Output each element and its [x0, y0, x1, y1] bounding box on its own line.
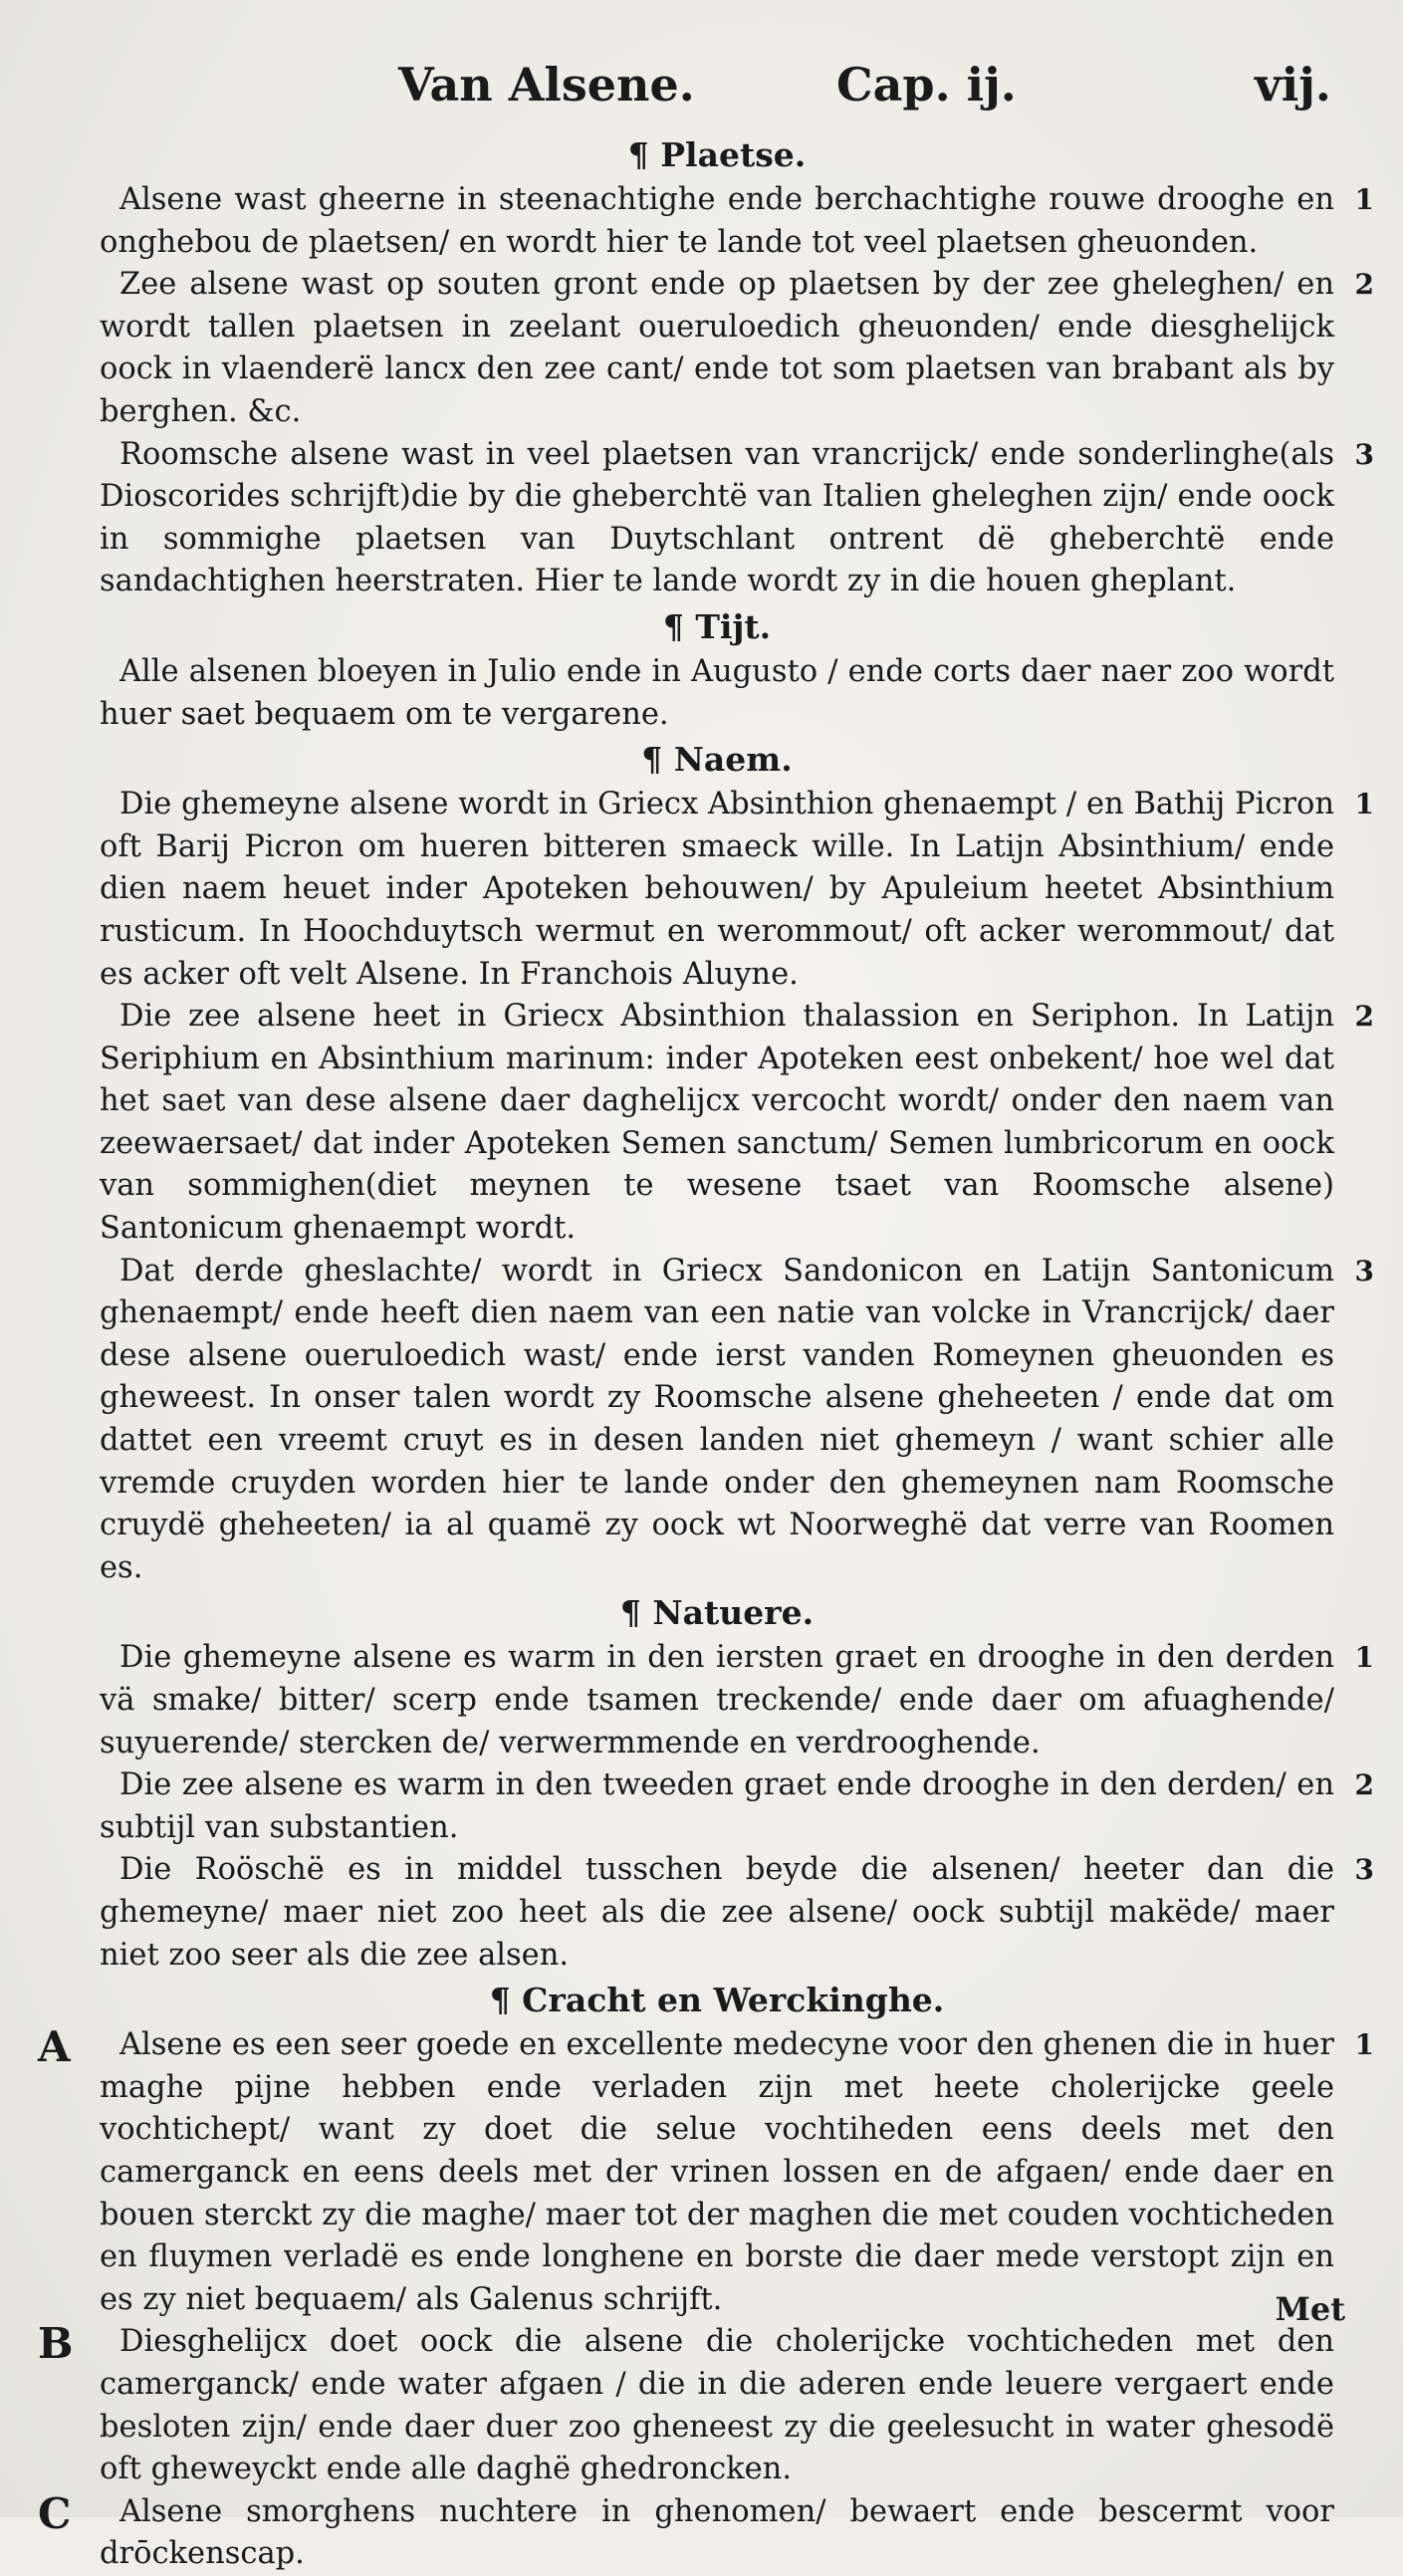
paragraph-number: 3 [1354, 437, 1374, 471]
paragraph-number: 1 [1354, 788, 1374, 821]
paragraph-text: Roomsche alsene wast in veel plaetsen van vrancrijck/ ende sonderlinghe(als Dioscorides schrijft)die by die gheberchtë van Italien gheleghen zijn/ ende oock in sommighe plaetsen van Duytschlant ontrent dë gheberchtë ende sandachtighen heerstraten. Hier te lande wordt zy in die houen gheplant. [100, 436, 1334, 599]
paragraph [38, 2022, 1374, 2321]
paragraph-number: 2 [1354, 1768, 1374, 1802]
paragraph [38, 2488, 1334, 2576]
main-text [38, 131, 1374, 2576]
catchword: Met [1275, 2290, 1345, 2328]
paragraph-number: 2 [1354, 1000, 1374, 1034]
margin-letter: A [38, 2022, 71, 2072]
heading-natuere: ¶ Natuere. [619, 1593, 815, 1633]
paragraph [100, 1849, 1374, 1977]
paragraph-number: 1 [1354, 183, 1374, 216]
paragraph [100, 264, 1374, 433]
paragraph-text: Alsene smorghens nuchtere in ghenomen/ bewaert ende bescermt voor drōckenscap. [100, 2493, 1334, 2572]
paragraph-text: Die ghemeyne alsene wordt in Griecx Absinthion ghenaempt / en Bathij Picron oft Barij Picron om hueren bitteren smaeck wille. In Latijn Absinthium/ ende dien naem heuet inder Apoteken behouwen/ by Apuleium heetet Absinthium rusticum. In Hoochduytsch wermut en werommout/ oft acker werommout/ dat es acker oft velt Alsene. In Franchois Aluyne. [100, 787, 1334, 992]
paragraph-text: Die Roöschë es in middel tusschen beyde die alsenen/ heeter dan die ghemeyne/ maer niet zoo heet als die zee alsene/ oock subtijl makëde/ maer niet zoo seer als die zee alsen. [100, 1852, 1334, 1973]
paragraph-number: 1 [1354, 2028, 1374, 2062]
heading-cracht: ¶ Cracht en Werckinghe. [489, 1981, 945, 2020]
paragraph-text: Alsene wast gheerne in steenachtighe ende berchachtighe rouwe drooghe en onghebou de plaetsen/ en wordt hier te lande tot veel plaetsen gheuonden. [100, 182, 1334, 260]
chapter-label: Cap. ij. [836, 58, 1017, 112]
margin-letter: C [38, 2488, 72, 2538]
paragraph [100, 1764, 1374, 1849]
paragraph-text: Die ghemeyne alsene es warm in den iersten graet en drooghe in den derden vä smake/ bitter/ scerp ende tsamen treckende/ ende daer om afuaghende/ suyuerende/ stercken de/ verwermmende en verdrooghende. [100, 1640, 1334, 1760]
paragraph-number: 1 [1354, 1641, 1374, 1675]
paragraph-text: Zee alsene wast op souten gront ende op plaetsen by der zee gheleghen/ en wordt tallen plaetsen in zeelant oueruloedich gheuonden/ ende diesghelijck oock in vlaenderë lancx den zee cant/ ende tot som plaetsen van brabant als by berghen. &c. [100, 267, 1334, 429]
paragraph-text: Die zee alsene es warm in den tweeden graet ende drooghe in den derden/ en subtijl van substantien. [100, 1767, 1334, 1845]
margin-letter: B [38, 2319, 74, 2369]
paragraph [100, 1637, 1374, 1764]
paragraph [100, 179, 1374, 264]
paragraph-text: Alsene es een seer goede en excellente medecyne voor den ghenen die in huer maghe pijne hebben ende verladen zijn met heete cholerijcke geele vochtichept/ want zy doet die selue vochtiheden eens deels met den camerganck en eens deels met der vrinen lossen en de afgaen/ ende daer en bouen sterckt zy die maghe/ maer tot der maghen die met couden vochticheden en fluymen verladë es ende longhene en borste die daer mede verstopt zijn en es zy niet bequaem/ als Galenus schrijft. [100, 2027, 1334, 2317]
paragraph-text: Diesghelijcx doet oock die alsene die cholerijcke vochticheden met den camerganck/ ende water afgaen / die in die aderen ende leuere vergaert ende besloten zijn/ ende daer duer zoo gheneest zy die geelesucht in water ghesodë oft gheweyckt ende alle daghë ghedroncken. [100, 2324, 1334, 2487]
running-head [100, 58, 1334, 127]
folio-number: vij. [1255, 58, 1331, 112]
paragraph [100, 651, 1334, 736]
paragraph [100, 784, 1374, 996]
paragraph-text: Dat derde gheslachte/ wordt in Griecx Sandonicon en Latijn Santonicum ghenaempt/ ende heeft dien naem van een natie van volcke in Vrancrijck/ daer dese alsene oueruloedich wast/ ende ierst vanden Romeynen gheuonden es gheweest. In onser talen wordt zy Roomsche alsene gheheeten / ende dat om dattet een vreemt cruyt es in desen landen niet ghemeyn / want schier alle vremde cruyden worden hier te lande onder den ghemeynen nam Roomsche cruydë gheheeten/ ia al quamë zy oock wt Noorweghë dat verre van Roomen es. [100, 1253, 1334, 1585]
paragraph [38, 2319, 1334, 2490]
paragraph [100, 996, 1374, 1251]
heading-plaetse: ¶ Plaetse. [627, 135, 807, 174]
paragraph-number: 3 [1354, 1853, 1374, 1887]
paragraph [100, 434, 1374, 603]
heading-naem: ¶ Naem. [641, 740, 793, 780]
paragraph-number: 3 [1354, 1254, 1374, 1288]
paragraph [100, 1251, 1374, 1590]
paragraph-number: 2 [1354, 268, 1374, 302]
running-title: Van Alsene. [398, 58, 695, 112]
heading-tijt: ¶ Tijt. [662, 606, 772, 646]
paragraph-text: Die zee alsene heet in Griecx Absinthion thalassion en Seriphon. In Latijn Seriphium en Absinthium marinum: inder Apoteken eest onbekent/ hoe wel dat het saet van dese alsene daer daghelijcx vercocht wordt/ onder den naem van zeewaersaet/ dat inder Apoteken Semen sanctum/ Semen lumbricorum en oock van sommighen(diet meynen te wesene tsaet van Roomsche alsene) Santonicum ghenaempt wordt. [100, 999, 1334, 1247]
paragraph-text: Alle alsenen bloeyen in Julio ende in Augusto / ende corts daer naer zoo wordt huer saet bequaem om te vergarene. [100, 653, 1334, 732]
